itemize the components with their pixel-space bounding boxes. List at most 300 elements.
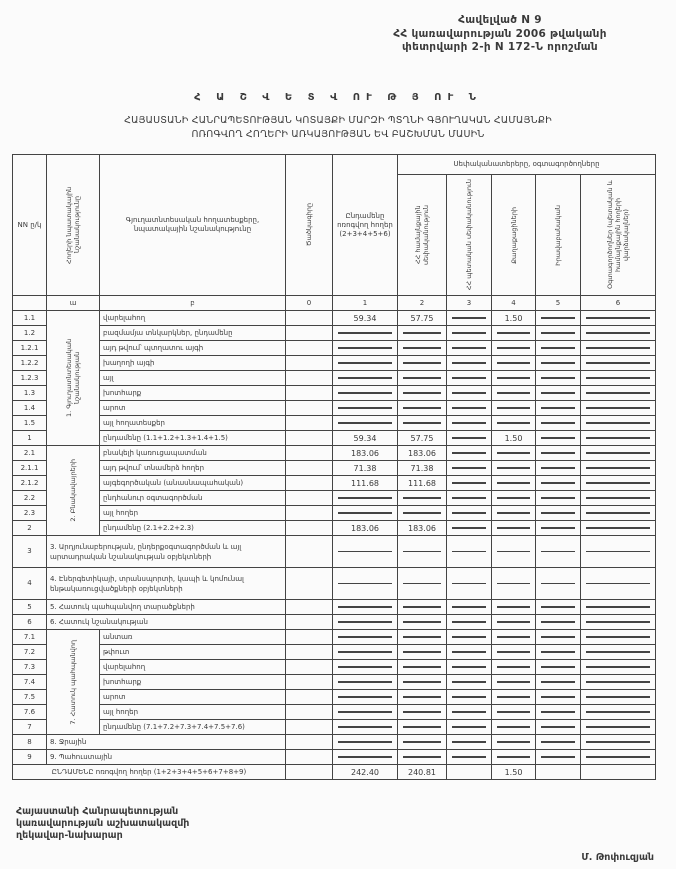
- empty-dash: [497, 666, 530, 668]
- empty-dash: [586, 711, 650, 713]
- value-cell-c3: [447, 311, 492, 326]
- table-row: [13, 476, 656, 491]
- table-row: [13, 536, 656, 568]
- empty-dash: [403, 606, 441, 608]
- code-cell: [286, 675, 333, 690]
- empty-dash: [403, 621, 441, 623]
- empty-dash: [497, 347, 530, 349]
- value-cell-c6: [581, 371, 656, 386]
- row-number: 9: [13, 750, 47, 765]
- empty-dash: [497, 681, 530, 683]
- value-cell-c4: [492, 568, 536, 600]
- empty-dash: [586, 317, 650, 319]
- empty-dash: [452, 482, 486, 484]
- value-cell-c5: [536, 568, 581, 600]
- value-cell-c3: [447, 600, 492, 615]
- value-cell-c5: [536, 446, 581, 461]
- value-cell-c2: [398, 735, 447, 750]
- value-cell-c3: [447, 750, 492, 765]
- value-cell-c2: [398, 326, 447, 341]
- header-code: Ծածկագիրը: [286, 155, 333, 296]
- empty-dash: [497, 756, 530, 758]
- value-cell-total: [333, 568, 398, 600]
- value-cell-c5: [536, 371, 581, 386]
- row-number: 1.2.2: [13, 356, 47, 371]
- row-number: 1.2.3: [13, 371, 47, 386]
- empty-dash: [452, 377, 486, 379]
- value-cell-c3: [447, 536, 492, 568]
- land-type-description: 9. Պահուստային: [47, 750, 286, 765]
- row-number: 2: [13, 521, 47, 536]
- value-cell-total: [333, 506, 398, 521]
- empty-dash: [497, 392, 530, 394]
- empty-dash: [541, 362, 575, 364]
- empty-dash: [403, 651, 441, 653]
- empty-dash: [338, 711, 392, 713]
- empty-dash: [586, 452, 650, 454]
- empty-dash: [497, 497, 530, 499]
- value-cell-c6: [581, 431, 656, 446]
- empty-dash: [541, 696, 575, 698]
- value-cell-total: [333, 735, 398, 750]
- empty-dash: [338, 696, 392, 698]
- value-cell-total: 183.06: [333, 521, 398, 536]
- value-cell-c4: [492, 521, 536, 536]
- value-cell-c2: [398, 371, 447, 386]
- value-cell-total: [333, 536, 398, 568]
- value-cell-c3: [447, 341, 492, 356]
- empty-dash: [497, 741, 530, 743]
- value-cell-total: 59.34: [333, 311, 398, 326]
- land-type-description: արոտ: [100, 690, 286, 705]
- empty-dash: [541, 621, 575, 623]
- empty-dash: [497, 551, 530, 553]
- empty-dash: [541, 317, 575, 319]
- value-cell-c3: [447, 356, 492, 371]
- table-row: [13, 431, 656, 446]
- empty-dash: [452, 452, 486, 454]
- value-cell-c3: [447, 386, 492, 401]
- value-cell-c5: [536, 476, 581, 491]
- value-cell-c3: [447, 660, 492, 675]
- empty-dash: [452, 756, 486, 758]
- code-cell: [286, 720, 333, 735]
- table-row: [13, 416, 656, 431]
- value-cell-c3: [447, 735, 492, 750]
- empty-dash: [338, 651, 392, 653]
- empty-dash: [452, 651, 486, 653]
- value-cell-c6: [581, 476, 656, 491]
- header-row-number: NN ը/կ: [13, 155, 47, 296]
- value-cell-c4: 1.50: [492, 431, 536, 446]
- value-cell-c5: [536, 341, 581, 356]
- empty-dash: [452, 362, 486, 364]
- land-type-description: արոտ: [100, 401, 286, 416]
- table-row: [13, 645, 656, 660]
- empty-dash: [452, 437, 486, 439]
- value-cell-c2: [398, 491, 447, 506]
- header-col-2: ՀՀ համայնքային սեփականություն: [398, 175, 447, 296]
- empty-dash: [338, 332, 392, 334]
- code-cell: [286, 568, 333, 600]
- value-cell-c5: [536, 600, 581, 615]
- header-land-type: Գյուղատնտեսական հողատեսքերը, նպատակային նշանակությունը: [100, 155, 286, 296]
- grand-total-row: [13, 765, 656, 780]
- grand-total-label: ԸՆԴԱՄԵՆԸ ոռոգվող հողեր (1+2+3+4+5+6+7+8+9): [13, 765, 286, 780]
- land-type-description: 4. Էներգետիկայի, տրանսպորտի, կապի և կոմունալ ենթակառուցվածքների օբյեկտների: [47, 568, 286, 600]
- land-type-description: վարելահող: [100, 311, 286, 326]
- value-cell-c5: [536, 311, 581, 326]
- code-cell: [286, 491, 333, 506]
- empty-dash: [541, 636, 575, 638]
- value-cell-c4: [492, 416, 536, 431]
- value-cell-c4: [492, 356, 536, 371]
- empty-dash: [338, 606, 392, 608]
- land-type-description: անտառ: [100, 630, 286, 645]
- empty-dash: [338, 422, 392, 424]
- code-cell: [286, 521, 333, 536]
- value-cell-c6: [581, 750, 656, 765]
- code-cell: [286, 765, 333, 780]
- value-cell-c5: [536, 461, 581, 476]
- value-cell-c2: 57.75: [398, 431, 447, 446]
- value-cell-c2: [398, 690, 447, 705]
- empty-dash: [338, 666, 392, 668]
- row-number: 2.1.1: [13, 461, 47, 476]
- value-cell-c2: [398, 386, 447, 401]
- value-cell-c6: [581, 446, 656, 461]
- value-cell-c2: [398, 660, 447, 675]
- value-cell-c4: [492, 705, 536, 720]
- value-cell-c5: [536, 401, 581, 416]
- value-cell-c6: [581, 615, 656, 630]
- table-row: [13, 720, 656, 735]
- empty-dash: [497, 583, 530, 585]
- value-cell-c4: [492, 446, 536, 461]
- empty-dash: [497, 482, 530, 484]
- empty-dash: [497, 696, 530, 698]
- col-index: 1: [333, 296, 398, 311]
- value-cell-c3: [447, 615, 492, 630]
- empty-dash: [586, 527, 650, 529]
- empty-dash: [586, 377, 650, 379]
- empty-dash: [497, 651, 530, 653]
- empty-dash: [403, 696, 441, 698]
- col-index: 5: [536, 296, 581, 311]
- row-number: 1.2.1: [13, 341, 47, 356]
- grand-total-total: 242.40: [333, 765, 398, 780]
- value-cell-c4: [492, 660, 536, 675]
- row-number: 1.3: [13, 386, 47, 401]
- empty-dash: [541, 551, 575, 553]
- land-type-description: բազմամյա տնկարկներ, ընդամենը: [100, 326, 286, 341]
- value-cell-c6: [581, 536, 656, 568]
- land-type-description: այլ հողեր: [100, 506, 286, 521]
- empty-dash: [452, 422, 486, 424]
- value-cell-c3: [447, 645, 492, 660]
- empty-dash: [452, 636, 486, 638]
- row-number: 2.2: [13, 491, 47, 506]
- value-cell-c3: [447, 371, 492, 386]
- value-cell-total: [333, 750, 398, 765]
- group-label-cell: [47, 446, 100, 536]
- empty-dash: [541, 512, 575, 514]
- value-cell-c2: 71.38: [398, 461, 447, 476]
- value-cell-total: [333, 720, 398, 735]
- land-type-description: բնակելի կառուցապատման: [100, 446, 286, 461]
- land-type-description: 8. Ջրային: [47, 735, 286, 750]
- group-label-cell: [47, 311, 100, 446]
- empty-dash: [586, 332, 650, 334]
- appendix-line-3: փետրվարի 2-ի N 172-Ն որոշման: [402, 41, 598, 53]
- empty-dash: [403, 741, 441, 743]
- empty-dash: [541, 651, 575, 653]
- empty-dash: [541, 583, 575, 585]
- table-row: [13, 600, 656, 615]
- empty-dash: [338, 512, 392, 514]
- code-cell: [286, 341, 333, 356]
- value-cell-c6: [581, 735, 656, 750]
- grand-total-c3: [447, 765, 492, 780]
- empty-dash: [452, 392, 486, 394]
- empty-dash: [403, 497, 441, 499]
- group-label: 7. Հատուկ պահպանվող: [69, 639, 77, 725]
- empty-dash: [586, 606, 650, 608]
- empty-dash: [586, 741, 650, 743]
- empty-dash: [338, 621, 392, 623]
- empty-dash: [541, 467, 575, 469]
- row-number: 7.3: [13, 660, 47, 675]
- land-type-description: այդ թվում՝ պտղատու այգի: [100, 341, 286, 356]
- grand-total-c2: 240.81: [398, 765, 447, 780]
- empty-dash: [403, 377, 441, 379]
- code-cell: [286, 371, 333, 386]
- empty-dash: [497, 621, 530, 623]
- table-row: [13, 675, 656, 690]
- value-cell-c2: [398, 356, 447, 371]
- table-row: [13, 326, 656, 341]
- value-cell-c6: [581, 521, 656, 536]
- empty-dash: [452, 527, 486, 529]
- table-row: [13, 690, 656, 705]
- empty-dash: [338, 756, 392, 758]
- value-cell-c4: [492, 491, 536, 506]
- value-cell-total: [333, 615, 398, 630]
- value-cell-c6: [581, 416, 656, 431]
- value-cell-c6: [581, 506, 656, 521]
- group-label-cell: [47, 630, 100, 735]
- appendix-reference: [360, 14, 640, 55]
- value-cell-total: [333, 660, 398, 675]
- empty-dash: [338, 583, 392, 585]
- empty-dash: [403, 332, 441, 334]
- header-land-group: Հողերի նպատակային նշանակությունը: [47, 155, 100, 296]
- row-number: 2.1: [13, 446, 47, 461]
- empty-dash: [452, 711, 486, 713]
- value-cell-c5: [536, 326, 581, 341]
- empty-dash: [452, 726, 486, 728]
- value-cell-c6: [581, 675, 656, 690]
- grand-total-c5: [536, 765, 581, 780]
- value-cell-c4: [492, 341, 536, 356]
- code-cell: [286, 386, 333, 401]
- value-cell-c2: [398, 645, 447, 660]
- empty-dash: [497, 407, 530, 409]
- row-number: 2.3: [13, 506, 47, 521]
- code-cell: [286, 705, 333, 720]
- empty-dash: [338, 407, 392, 409]
- value-cell-c4: [492, 401, 536, 416]
- land-type-description: այլ հողատեսքեր: [100, 416, 286, 431]
- empty-dash: [586, 681, 650, 683]
- empty-dash: [541, 606, 575, 608]
- empty-dash: [586, 512, 650, 514]
- row-number: 5: [13, 600, 47, 615]
- empty-dash: [403, 347, 441, 349]
- value-cell-c2: [398, 401, 447, 416]
- land-type-description: խաղողի այգի: [100, 356, 286, 371]
- value-cell-total: [333, 371, 398, 386]
- empty-dash: [541, 756, 575, 758]
- value-cell-c6: [581, 705, 656, 720]
- value-cell-c4: [492, 720, 536, 735]
- empty-dash: [452, 606, 486, 608]
- row-number: 1.4: [13, 401, 47, 416]
- land-type-description: ընդամենը (2.1+2.2+2.3): [100, 521, 286, 536]
- group-label: 1. Գյուղատնտեսական նշանակության: [65, 338, 81, 418]
- empty-dash: [452, 583, 486, 585]
- value-cell-c3: [447, 431, 492, 446]
- value-cell-c6: [581, 491, 656, 506]
- col-index: 4: [492, 296, 536, 311]
- empty-dash: [338, 347, 392, 349]
- header-owners-group: Սեփականատերերը, օգտագործողները: [398, 155, 656, 175]
- empty-dash: [338, 362, 392, 364]
- value-cell-c4: [492, 645, 536, 660]
- appendix-line-2: ՀՀ կառավարության 2006 թվականի: [393, 27, 607, 40]
- empty-dash: [403, 407, 441, 409]
- subtitle-line-2: ՈՌՈԳՎՈՂ ՀՈՂԵՐԻ ԱՌԿԱՅՈՒԹՅԱՆ ԵՎ ԲԱՇԽՄԱՆ ՄԱՍԻՆ: [191, 129, 485, 140]
- value-cell-c2: 57.75: [398, 311, 447, 326]
- value-cell-c3: [447, 416, 492, 431]
- value-cell-c4: [492, 615, 536, 630]
- col-index: 2: [398, 296, 447, 311]
- empty-dash: [541, 422, 575, 424]
- value-cell-total: 59.34: [333, 431, 398, 446]
- value-cell-c5: [536, 386, 581, 401]
- col-index: ա: [47, 296, 100, 311]
- value-cell-c3: [447, 401, 492, 416]
- value-cell-c5: [536, 645, 581, 660]
- value-cell-c6: [581, 311, 656, 326]
- empty-dash: [497, 726, 530, 728]
- value-cell-c3: [447, 630, 492, 645]
- land-type-description: այդ թվում՝ տնամերձ հողեր: [100, 461, 286, 476]
- col-index: 3: [447, 296, 492, 311]
- value-cell-c5: [536, 416, 581, 431]
- value-cell-c6: [581, 645, 656, 660]
- empty-dash: [586, 696, 650, 698]
- value-cell-c4: [492, 536, 536, 568]
- empty-dash: [452, 407, 486, 409]
- value-cell-total: [333, 675, 398, 690]
- empty-dash: [541, 482, 575, 484]
- empty-dash: [452, 741, 486, 743]
- value-cell-c5: [536, 750, 581, 765]
- value-cell-c4: [492, 506, 536, 521]
- land-type-description: թփուտ: [100, 645, 286, 660]
- empty-dash: [541, 452, 575, 454]
- land-type-description: ընդհանուր օգտագործման: [100, 491, 286, 506]
- row-number: 7.4: [13, 675, 47, 690]
- value-cell-c4: [492, 476, 536, 491]
- value-cell-total: [333, 326, 398, 341]
- value-cell-c2: [398, 705, 447, 720]
- empty-dash: [452, 621, 486, 623]
- value-cell-c3: [447, 675, 492, 690]
- value-cell-total: 111.68: [333, 476, 398, 491]
- value-cell-c3: [447, 690, 492, 705]
- value-cell-c5: [536, 536, 581, 568]
- empty-dash: [452, 681, 486, 683]
- value-cell-c6: [581, 720, 656, 735]
- empty-dash: [497, 467, 530, 469]
- value-cell-c3: [447, 326, 492, 341]
- col-index: 6: [581, 296, 656, 311]
- table-row: [13, 506, 656, 521]
- code-cell: [286, 326, 333, 341]
- empty-dash: [497, 606, 530, 608]
- value-cell-c6: [581, 660, 656, 675]
- value-cell-c4: [492, 675, 536, 690]
- empty-dash: [541, 497, 575, 499]
- empty-dash: [586, 636, 650, 638]
- signatory-name: Մ. Թոփուզյան: [581, 852, 654, 863]
- empty-dash: [541, 681, 575, 683]
- value-cell-c2: 183.06: [398, 446, 447, 461]
- header-col-5: Իրավաբանական: [536, 175, 581, 296]
- empty-dash: [586, 347, 650, 349]
- code-cell: [286, 311, 333, 326]
- value-cell-c5: [536, 675, 581, 690]
- value-cell-c5: [536, 720, 581, 735]
- value-cell-c3: [447, 720, 492, 735]
- table-row: [13, 615, 656, 630]
- empty-dash: [541, 377, 575, 379]
- value-cell-total: [333, 645, 398, 660]
- value-cell-total: [333, 705, 398, 720]
- value-cell-c2: [398, 568, 447, 600]
- table-row: [13, 705, 656, 720]
- empty-dash: [541, 347, 575, 349]
- table-row: [13, 630, 656, 645]
- value-cell-c6: [581, 600, 656, 615]
- value-cell-total: [333, 356, 398, 371]
- value-cell-c6: [581, 461, 656, 476]
- empty-dash: [338, 636, 392, 638]
- empty-dash: [403, 756, 441, 758]
- value-cell-c2: [398, 341, 447, 356]
- empty-dash: [586, 756, 650, 758]
- value-cell-c2: [398, 506, 447, 521]
- empty-dash: [403, 362, 441, 364]
- land-type-description: 5. Հատուկ պահպանվող տարածքների: [47, 600, 286, 615]
- code-cell: [286, 750, 333, 765]
- empty-dash: [541, 711, 575, 713]
- empty-dash: [452, 666, 486, 668]
- code-cell: [286, 536, 333, 568]
- value-cell-c4: [492, 386, 536, 401]
